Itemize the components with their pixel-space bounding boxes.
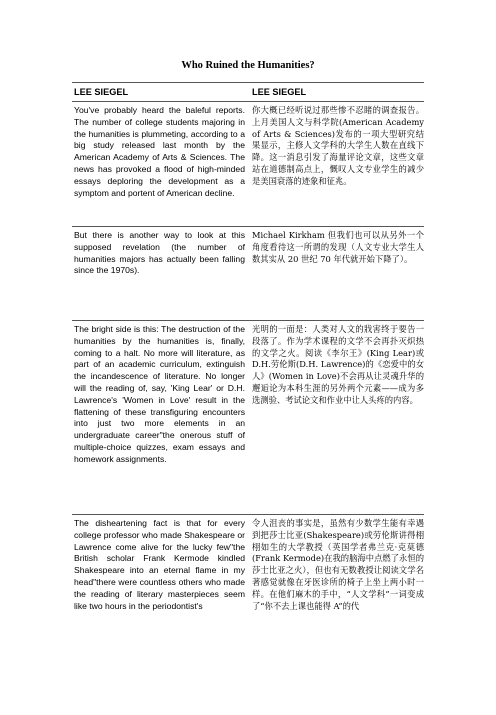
paragraph-english: But there is another way to look at this supposed revelation (the number of humanities majors has actually been falling since the 1970s).: [74, 230, 245, 276]
bilingual-table: [72, 82, 424, 715]
table-row: [72, 226, 424, 320]
table-row: [72, 101, 424, 226]
paragraph-chinese: Michael Kirkham 但我们也可以从另外一个角度看待这一所谓的发现（人文专业大学生人数其实从 20 世纪 70 年代就开始下降了）。: [252, 230, 424, 264]
table-header-row: [72, 82, 424, 101]
paragraph-english: The bright side is this: The destruction of the humanities by the humanities is, finally, coming to a halt. No more will literature, as part of an academic curriculum, extinguish the incandescence of literature. No longer will the reading of, say, 'King Lear' or D.H. Lawrence's 'Women in Love' result in the flattening of these transfiguring encounters into just two more elements in an undergraduate career"the onerous stuff of multiple-choice quizzes, exam essays and homework assignments.: [74, 324, 245, 464]
table-row: [72, 514, 424, 715]
page-title: Who Ruined the Humanities?: [181, 60, 315, 71]
table-row: [72, 320, 424, 514]
paragraph-english: You've probably heard the baleful reports. The number of college students majoring in the humanities is plummeting, according to a big study released last month by the American Academy of Arts & Sciences. The news has provoked a flood of high-minded essays deploring the development as a symptom and portent of American decline.: [74, 105, 245, 198]
paragraph-chinese: 光明的一面是：人类对人文的戕害终于要告一段落了。作为学术课程的文学不会再扑灭炽热的文学之火。阅读《李尔王》(King Lear)或 D.H.劳伦斯(D.H. Lawrence)的《恋爱中的女人》(Women in Love)不会再从让灵魂升华的邂逅论为本科生涯的另外两个元素——成为多选测验、考试论文和作业中让人头疼的内容。: [252, 324, 424, 405]
header-right: LEE SIEGEL: [252, 87, 307, 97]
paragraph-chinese: 你大概已经听说过那些惨不忍睹的调查报告。上月美国人文与科学院(American Academy of Arts & Sciences)发布的一项大型研究结果显示，主修人文学科的大学生人数在直线下降。这一消息引发了海量评论文章，这些文章站在道德制高点上，慨叹人文专业学生的减少是美国衰落的迹象和征兆。: [252, 105, 424, 186]
paragraph-english: The disheartening fact is that for every college professor who made Shakespeare or Lawrence come alive for the lucky few"the British scholar Frank Kermode kindled Shakespeare into an eternal flame in my head"there were countless others who made the reading of literary masterpieces seem like two hours in the periodontist's: [74, 518, 245, 611]
paragraph-chinese: 令人沮丧的事实是，虽然有少数学生能有幸遇到把莎士比亚(Shakespeare)或劳伦斯讲得栩栩如生的大学教授（英国学者弗兰克·克莫德(Frank Kermode)在我的脑海中点燃了永恒的莎士比亚之火），但也有无数教授让阅读文学名著感觉就像在牙医诊所的椅子上坐上两小时一样。在他们麻木的手中，“人文学科”一词变成了“你不去上课也能得 A”的代: [252, 518, 424, 611]
header-left: LEE SIEGEL: [74, 87, 129, 97]
